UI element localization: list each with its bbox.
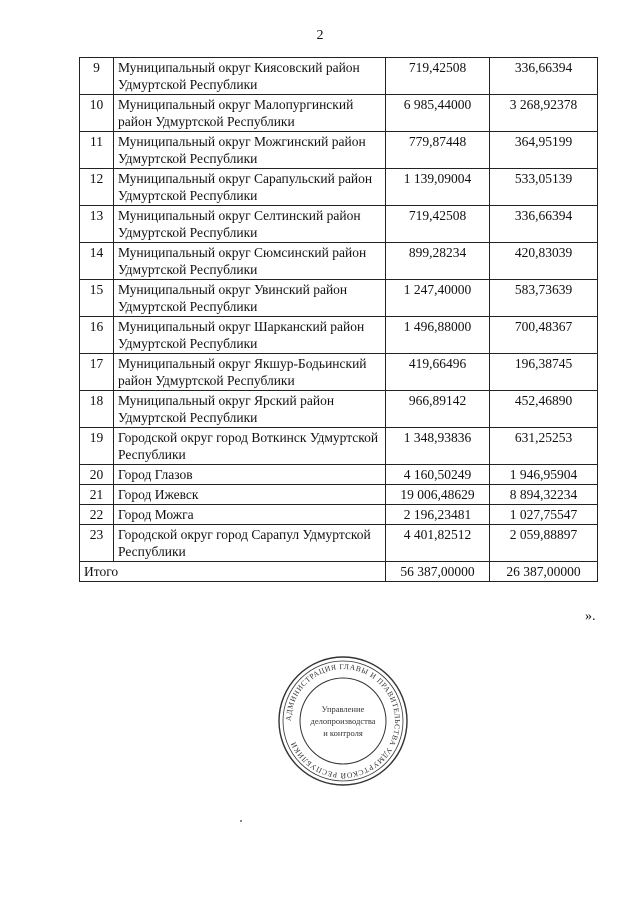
total-row [80,562,598,582]
row-value-1: 899,28234 [386,243,490,280]
official-stamp [276,654,410,788]
row-municipality: Муниципальный округ Можгинский район Удмуртской Республики [114,132,386,169]
stamp-line-1: Управление [321,704,365,714]
table-row [80,525,598,562]
table-row [80,505,598,525]
row-municipality: Город Можга [114,505,386,525]
table-row [80,58,598,95]
row-number: 13 [80,206,114,243]
stamp-seal-icon [276,654,410,788]
row-value-1: 1 139,09004 [386,169,490,206]
row-number: 11 [80,132,114,169]
row-value-2: 452,46890 [490,391,598,428]
table-row [80,95,598,132]
row-municipality: Муниципальный округ Сюмсинский район Удмуртской Республики [114,243,386,280]
row-number: 9 [80,58,114,95]
page-number: 2 [316,28,324,43]
row-value-1: 419,66496 [386,354,490,391]
row-number: 20 [80,465,114,485]
table-row [80,465,598,485]
row-value-2: 196,38745 [490,354,598,391]
row-number: 12 [80,169,114,206]
table-row [80,206,598,243]
row-municipality: Муниципальный округ Селтинский район Удмуртской Республики [114,206,386,243]
row-value-1: 779,87448 [386,132,490,169]
row-value-2: 1 027,75547 [490,505,598,525]
closing-quote-mark: ». [585,609,596,624]
row-value-2: 1 946,95904 [490,465,598,485]
row-value-1: 19 006,48629 [386,485,490,505]
row-value-1: 1 496,88000 [386,317,490,354]
row-value-2: 364,95199 [490,132,598,169]
row-municipality: Городской округ город Сарапул Удмуртской Республики [114,525,386,562]
allocation-table [79,57,598,582]
row-number: 17 [80,354,114,391]
table-row [80,354,598,391]
row-value-2: 533,05139 [490,169,598,206]
row-municipality: Город Ижевск [114,485,386,505]
table-row [80,132,598,169]
row-number: 19 [80,428,114,465]
stamp-line-3: и контроля [323,728,363,738]
row-value-1: 1 247,40000 [386,280,490,317]
row-value-1: 1 348,93836 [386,428,490,465]
total-value-2: 26 387,00000 [490,562,598,582]
table-row [80,317,598,354]
stamp-ring-text: АДМИНИСТРАЦИЯ ГЛАВЫ И ПРАВИТЕЛЬСТВА УДМУРТСКОЙ РЕСПУБЛИКИ [283,661,403,781]
total-value-1: 56 387,00000 [386,562,490,582]
table-row [80,243,598,280]
row-number: 14 [80,243,114,280]
row-municipality: Муниципальный округ Киясовский район Удмуртской Республики [114,58,386,95]
table-row [80,391,598,428]
row-municipality: Муниципальный округ Малопургинский район Удмуртской Республики [114,95,386,132]
row-value-2: 2 059,88897 [490,525,598,562]
row-value-1: 4 160,50249 [386,465,490,485]
row-value-2: 700,48367 [490,317,598,354]
row-value-1: 6 985,44000 [386,95,490,132]
row-municipality: Муниципальный округ Ярский район Удмуртской Республики [114,391,386,428]
row-municipality: Муниципальный округ Шарканский район Удмуртской Республики [114,317,386,354]
row-value-1: 4 401,82512 [386,525,490,562]
row-number: 18 [80,391,114,428]
row-municipality: Муниципальный округ Увинский район Удмуртской Республики [114,280,386,317]
stamp-line-2: делопроизводства [310,716,376,726]
row-municipality: Муниципальный округ Сарапульский район Удмуртской Республики [114,169,386,206]
row-value-1: 966,89142 [386,391,490,428]
table-row [80,485,598,505]
row-number: 15 [80,280,114,317]
row-municipality: Город Глазов [114,465,386,485]
table-row [80,280,598,317]
row-value-2: 336,66394 [490,206,598,243]
row-value-2: 583,73639 [490,280,598,317]
row-value-2: 420,83039 [490,243,598,280]
row-value-1: 719,42508 [386,206,490,243]
row-number: 10 [80,95,114,132]
row-value-1: 719,42508 [386,58,490,95]
row-number: 22 [80,505,114,525]
total-label: Итого [80,562,386,582]
scan-speck [240,820,242,822]
table-row [80,428,598,465]
row-number: 16 [80,317,114,354]
row-value-2: 631,25253 [490,428,598,465]
row-value-1: 2 196,23481 [386,505,490,525]
row-value-2: 336,66394 [490,58,598,95]
row-municipality: Городской округ город Воткинск Удмуртской Республики [114,428,386,465]
table-body [80,58,598,582]
row-number: 23 [80,525,114,562]
row-number: 21 [80,485,114,505]
row-value-2: 8 894,32234 [490,485,598,505]
table-row [80,169,598,206]
row-municipality: Муниципальный округ Якшур-Бодьинский район Удмуртской Республики [114,354,386,391]
row-value-2: 3 268,92378 [490,95,598,132]
